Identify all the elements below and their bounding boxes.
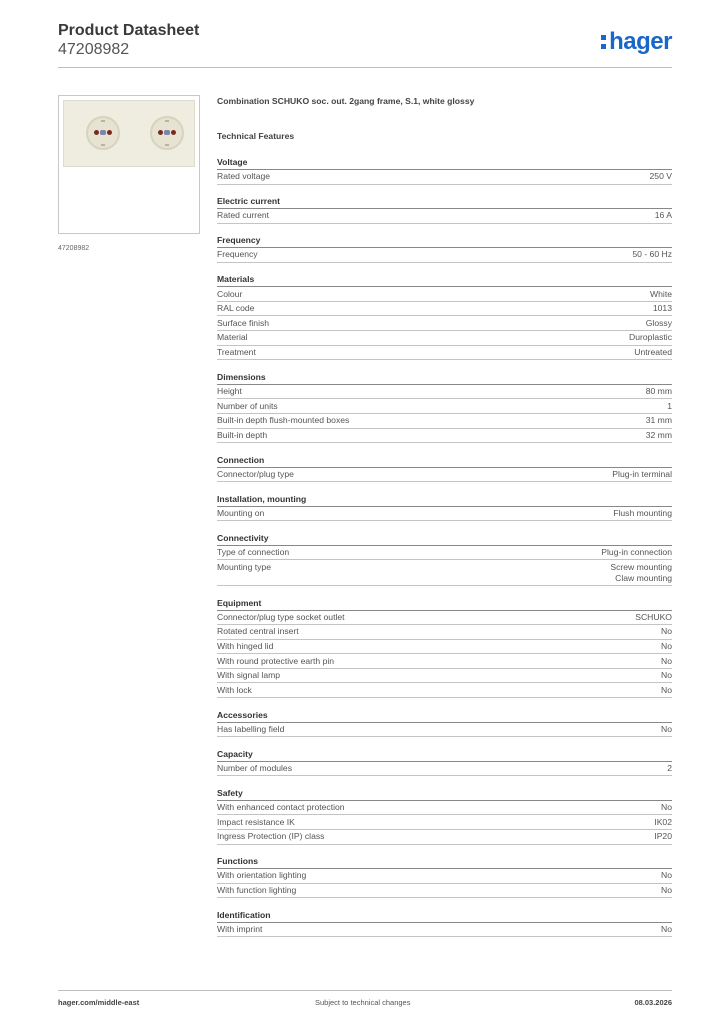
spec-label: Frequency [217,249,258,260]
spec-group [217,272,672,360]
spec-row [217,414,672,429]
spec-label: With round protective earth pin [217,655,335,666]
spec-value: No [661,870,672,881]
spec-value: 1013 [652,303,672,314]
spec-row [217,316,672,331]
product-image [58,95,200,234]
spec-label: Built-in depth [217,429,268,440]
spec-value: 2 [667,762,672,773]
page-footer [58,998,672,1010]
image-caption: 47208982 [58,245,90,252]
spec-label: Material [217,332,248,343]
spec-row [217,302,672,317]
spec-value: No [661,723,672,734]
spec-value: 16 A [654,210,672,221]
spec-group-title: Voltage [217,155,672,170]
spec-label: With lock [217,684,252,695]
logo-text: hager [609,28,672,55]
spec-value: Plug-in connection [601,547,672,558]
spec-row [217,468,672,483]
spec-groups [217,155,672,937]
spec-value: No [661,640,672,651]
spec-label: Rotated central insert [217,626,299,637]
spec-value: No [661,884,672,895]
page-header [58,21,199,59]
spec-label: Impact resistance IK [217,816,295,827]
spec-label: Colour [217,288,243,299]
spec-group [217,492,672,522]
footer-divider [58,990,672,991]
spec-row [217,869,672,884]
spec-group-title: Dimensions [217,370,672,385]
spec-row [217,507,672,522]
footer-notice: Subject to technical changes [315,998,411,1007]
spec-group-title: Installation, mounting [217,492,672,507]
spec-group [217,708,672,738]
spec-label: With function lighting [217,884,297,895]
spec-group [217,786,672,845]
spec-label: Mounting on [217,508,265,519]
spec-value: 250 V [649,171,672,182]
spec-row [217,669,672,684]
spec-group-title: Equipment [217,596,672,611]
spec-value: 31 mm [645,415,672,426]
spec-row [217,346,672,361]
spec-group-title: Frequency [217,233,672,248]
spec-value: Duroplastic [629,332,672,343]
spec-value: No [661,655,672,666]
spec-label: Surface finish [217,317,270,328]
product-number: 47208982 [58,41,130,58]
spec-value: White [650,288,672,299]
spec-section [217,95,672,947]
spec-row [217,723,672,738]
spec-value: IK02 [654,816,672,827]
spec-row [217,209,672,224]
spec-value: No [661,924,672,935]
spec-row [217,625,672,640]
spec-value: 1 [667,400,672,411]
spec-group-title: Connection [217,453,672,468]
spec-row [217,248,672,263]
spec-value: IP20 [654,831,672,842]
spec-value: Flush mounting [613,508,672,519]
double-schuko-socket-image [63,100,195,167]
spec-label: Has labelling field [217,723,285,734]
footer-website-link[interactable]: hager.com/middle-east [58,998,140,1007]
spec-row [217,801,672,816]
spec-group-title: Accessories [217,708,672,723]
socket-right-icon [150,116,184,150]
spec-row [217,923,672,938]
spec-group [217,155,672,185]
spec-row [217,762,672,777]
page-title: Product Datasheet [58,22,200,39]
spec-row [217,287,672,302]
spec-value: No [661,626,672,637]
spec-row [217,385,672,400]
spec-row [217,884,672,899]
spec-group [217,370,672,443]
spec-row [217,683,672,698]
spec-row [217,654,672,669]
product-description: Combination SCHUKO soc. out. 2gang frame, S.1, white glossy [217,96,475,106]
spec-value: No [661,670,672,681]
spec-label: Number of modules [217,762,292,773]
spec-group-title: Electric current [217,194,672,209]
footer-date: 08.03.2026 [634,998,672,1007]
spec-group-title: Functions [217,854,672,869]
spec-value: SCHUKO [635,611,672,622]
spec-row [217,830,672,845]
spec-row [217,399,672,414]
spec-label: Height [217,386,242,397]
spec-value: Glossy [645,317,672,328]
spec-group [217,233,672,263]
spec-value: Screw mounting Claw mounting [610,561,672,583]
spec-label: With enhanced contact protection [217,802,345,813]
spec-label: Built-in depth flush-mounted boxes [217,415,350,426]
spec-row [217,429,672,444]
spec-row [217,560,672,586]
spec-value: No [661,802,672,813]
spec-group-title: Identification [217,908,672,923]
spec-group [217,908,672,938]
spec-row [217,640,672,655]
spec-label: RAL code [217,303,255,314]
spec-group-title: Capacity [217,747,672,762]
spec-label: Rated voltage [217,171,271,182]
spec-label: Connector/plug type socket outlet [217,611,345,622]
spec-label: Number of units [217,400,278,411]
spec-group-title: Materials [217,272,672,287]
spec-row [217,170,672,185]
spec-label: Treatment [217,346,256,357]
spec-group [217,194,672,224]
spec-group [217,596,672,699]
spec-group [217,747,672,777]
spec-value: 80 mm [645,386,672,397]
socket-left-icon [86,116,120,150]
spec-value: 50 - 60 Hz [632,249,672,260]
spec-value: Untreated [634,346,672,357]
spec-row [217,546,672,561]
spec-group [217,531,672,586]
spec-group-title: Connectivity [217,531,672,546]
spec-row [217,611,672,626]
spec-label: With hinged lid [217,640,274,651]
spec-label: With imprint [217,924,263,935]
header-divider [58,67,672,68]
spec-label: Ingress Protection (IP) class [217,831,325,842]
spec-group [217,854,672,898]
spec-label: With orientation lighting [217,870,307,881]
spec-value: No [661,684,672,695]
spec-row [217,331,672,346]
hager-logo[interactable] [601,28,672,56]
logo-colon-icon [601,33,607,50]
technical-features-title: Technical Features [217,131,295,141]
spec-row [217,815,672,830]
spec-value: 32 mm [645,429,672,440]
spec-label: Connector/plug type [217,468,294,479]
spec-label: Mounting type [217,561,271,572]
spec-group [217,453,672,483]
spec-group-title: Safety [217,786,672,801]
spec-value: Plug-in terminal [612,468,672,479]
spec-label: Type of connection [217,547,290,558]
spec-label: With signal lamp [217,670,281,681]
spec-label: Rated current [217,210,270,221]
